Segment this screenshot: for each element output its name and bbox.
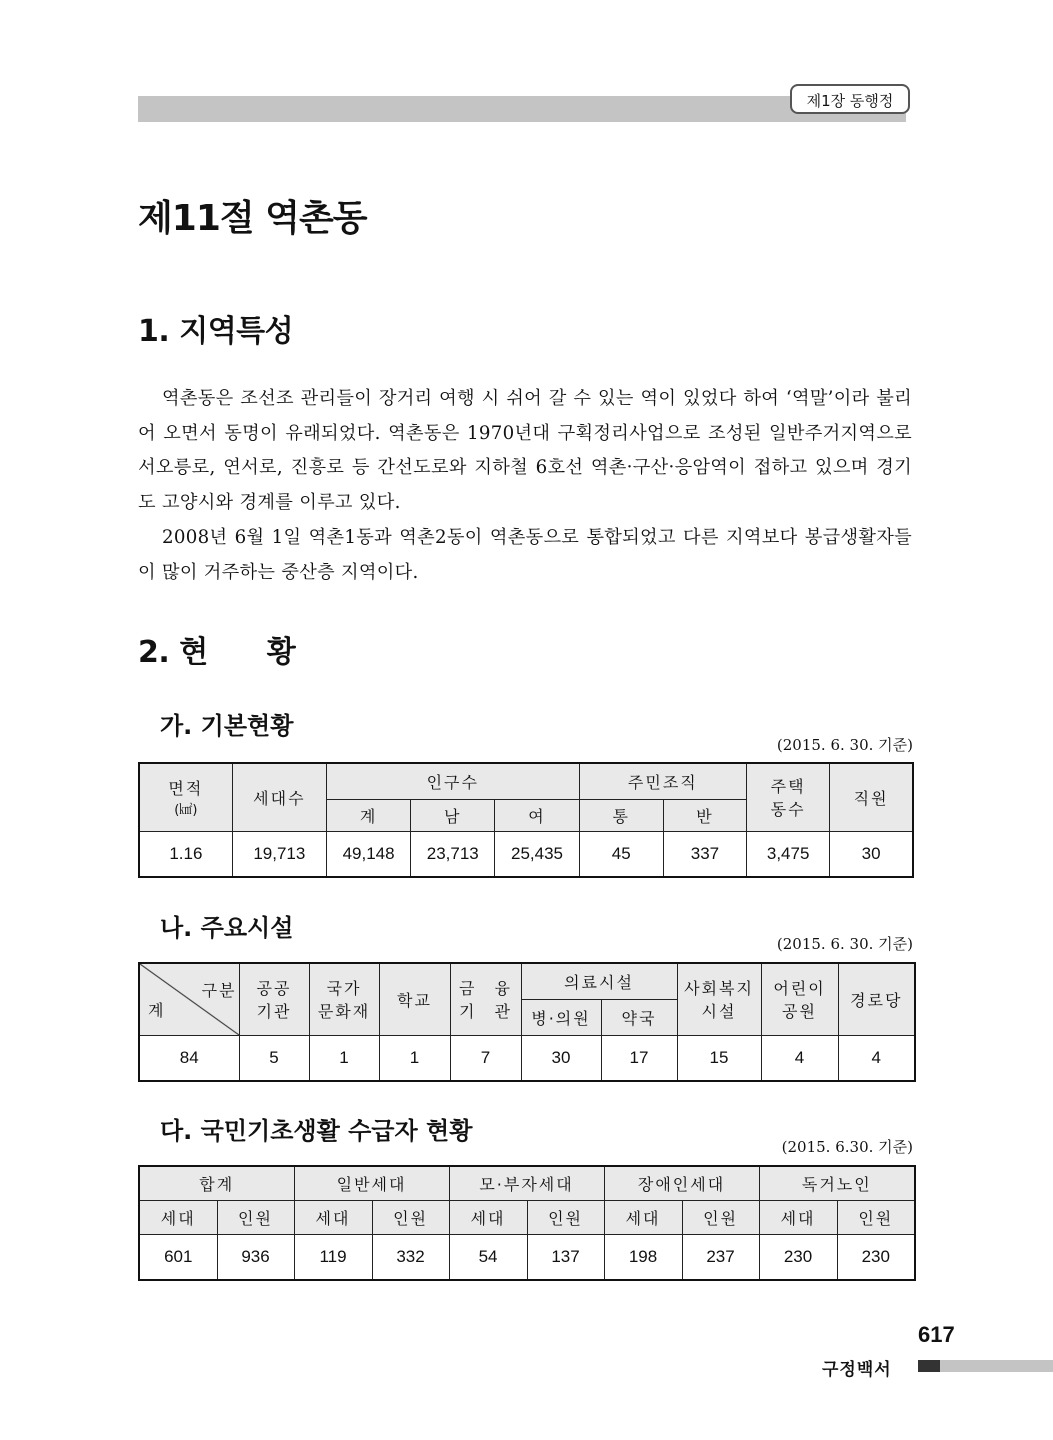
table-cell: 54 [449,1234,527,1280]
table-cell: 45 [579,831,663,877]
basic-living-basis-date: (2015. 6.30. 기준) [781,1138,913,1156]
population-total-header: 계 [326,799,410,831]
area-header: 면적 (㎢) [139,763,232,831]
table-cell: 7 [450,1035,521,1081]
footer-dark-block [918,1360,940,1372]
table-cell: 936 [217,1234,294,1280]
households-subheader: 세대 [604,1200,682,1234]
tong-header: 통 [579,799,663,831]
table-cell: 30 [521,1035,601,1081]
population-female-header: 여 [495,799,579,831]
part1-heading: 1. 지역특성 [138,314,294,349]
persons-subheader: 인원 [837,1200,915,1234]
table-cell: 23,713 [411,831,495,877]
table-cell: 230 [837,1234,915,1280]
paragraph-1: 역촌동은 조선조 관리들이 장거리 여행 시 쉬어 갈 수 있는 역이 있었다 하여 ‘역말’이라 불리어 오면서 동명이 유래되었다. 역촌동은 1970년대 구획정리사업으로 조성된 일반주거지역으로 서오릉로, 연서로, 진흥로 등 간선도로와 지하철 6호선 역촌·구산·응암역이 접하고 있으며 경기도 고양시와 경계를 이루고 있다. [138,388,912,513]
table-cell: 15 [677,1035,761,1081]
facilities-heading: 나. 주요시설 [160,914,294,942]
persons-subheader: 인원 [527,1200,604,1234]
finance-header: 금 융 기 관 [450,963,521,1035]
ban-header: 반 [663,799,746,831]
households-header: 세대수 [232,763,326,831]
paragraph-2: 2008년 6월 1일 역촌1동과 역촌2동이 역촌동으로 통합되었고 다른 지역보다 봉급생활자들이 많이 거주하는 중산층 지역이다. [138,527,912,583]
table-cell: 19,713 [232,831,326,877]
senior-center-header: 경로당 [838,963,915,1035]
pharmacy-header: 약국 [601,999,677,1035]
table-cell: 198 [604,1234,682,1280]
table-cell: 3,475 [747,831,830,877]
group-elderly-alone-header: 독거노인 [759,1166,915,1200]
table-cell: 17 [601,1035,677,1081]
facilities-basis-date: (2015. 6. 30. 기준) [776,935,913,953]
group-single-parent-header: 모·부자세대 [449,1166,604,1200]
group-disabled-header: 장애인세대 [604,1166,759,1200]
households-subheader: 세대 [759,1200,837,1234]
book-title: 구정백서 [822,1360,892,1380]
page-number: 617 [918,1322,955,1347]
population-male-header: 남 [411,799,495,831]
staff-header: 직원 [830,763,913,831]
facilities-table [138,962,916,1082]
basic-status-basis-date: (2015. 6. 30. 기준) [776,736,913,754]
park-header: 어린이 공원 [761,963,838,1035]
table-cell: 25,435 [495,831,579,877]
households-subheader: 세대 [449,1200,527,1234]
table-cell: 337 [663,831,746,877]
category-diagonal-header: 구분 계 [139,963,239,1035]
medical-header: 의료시설 [521,963,677,999]
table-cell: 49,148 [326,831,410,877]
population-header: 인구수 [326,763,579,799]
table-cell: 4 [761,1035,838,1081]
group-total-header: 합계 [139,1166,294,1200]
footer-bar [940,1360,1053,1372]
table-cell: 30 [830,831,913,877]
table-cell: 4 [838,1035,915,1081]
table-cell: 230 [759,1234,837,1280]
persons-subheader: 인원 [682,1200,759,1234]
hospital-header: 병·의원 [521,999,601,1035]
basic-living-heading: 다. 국민기초생활 수급자 현황 [160,1117,473,1145]
table-cell: 1 [379,1035,450,1081]
table-cell: 237 [682,1234,759,1280]
table-cell: 1.16 [139,831,232,877]
chapter-tab: 제1장 동행정 [790,84,910,114]
table-cell: 1 [309,1035,379,1081]
basic-status-heading: 가. 기본현황 [160,712,294,740]
table-cell: 119 [294,1234,372,1280]
section-title: 제11절 역촌동 [138,198,367,239]
table-cell: 137 [527,1234,604,1280]
households-subheader: 세대 [139,1200,217,1234]
welfare-header: 사회복지 시설 [677,963,761,1035]
group-general-header: 일반세대 [294,1166,449,1200]
part2-heading: 2. 현 황 [138,635,296,670]
housing-header: 주택 동수 [747,763,830,831]
households-subheader: 세대 [294,1200,372,1234]
heritage-header: 국가 문화재 [309,963,379,1035]
school-header: 학교 [379,963,450,1035]
resident-org-header: 주민조직 [579,763,746,799]
table-cell: 84 [139,1035,239,1081]
public-agency-header: 공공 기관 [239,963,309,1035]
persons-subheader: 인원 [217,1200,294,1234]
basic-status-table [138,762,914,878]
table-cell: 332 [372,1234,449,1280]
table-cell: 601 [139,1234,217,1280]
table-cell: 5 [239,1035,309,1081]
basic-living-table [138,1165,916,1281]
persons-subheader: 인원 [372,1200,449,1234]
